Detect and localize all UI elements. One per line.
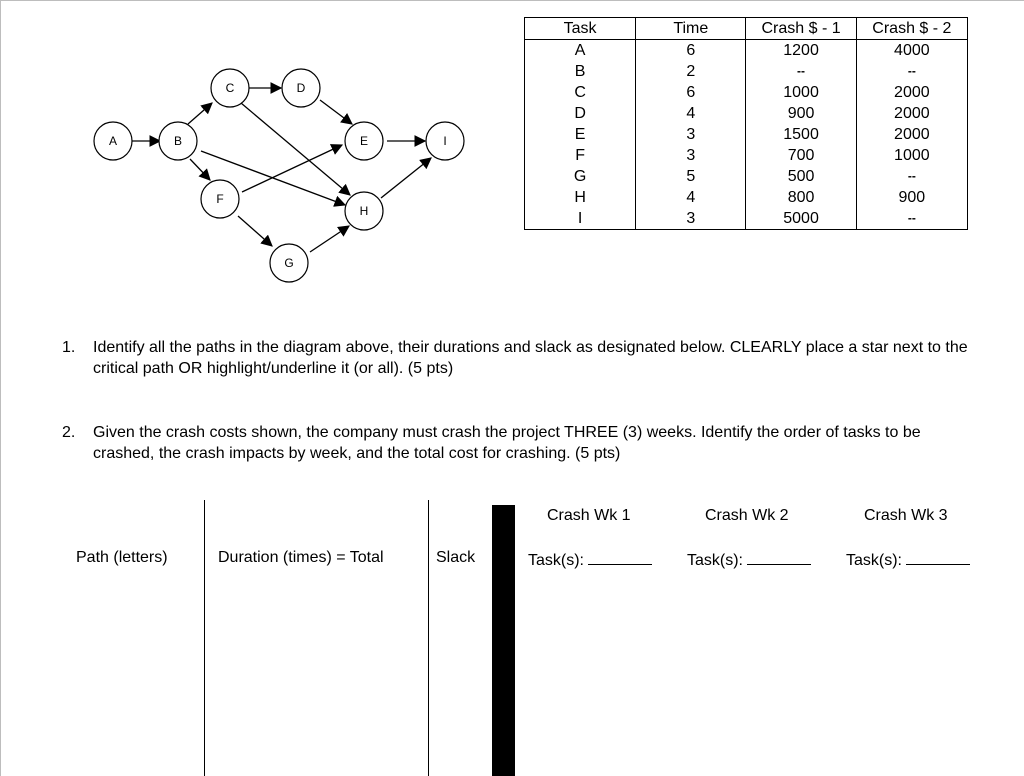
column-divider-2 [428, 500, 429, 776]
crash-week-2-tasks [687, 550, 811, 570]
task-blank-3[interactable] [906, 550, 970, 565]
node-e [345, 122, 383, 160]
table-cell: C [525, 82, 636, 103]
table-cell: A [525, 40, 636, 62]
table-cell: 500 [746, 166, 856, 187]
table-row [525, 145, 968, 166]
table-cell: 700 [746, 145, 856, 166]
table-cell: 6 [636, 40, 746, 62]
table-cell: G [525, 166, 636, 187]
task-label-3: Task(s): [846, 552, 902, 569]
table-cell: B [525, 61, 636, 82]
node-label: H [359, 204, 369, 218]
node-label: D [296, 81, 306, 95]
table-cell: E [525, 124, 636, 145]
node-b [159, 122, 197, 160]
table-row [525, 103, 968, 124]
task-blank-2[interactable] [747, 550, 811, 565]
table-cell: 2000 [856, 124, 967, 145]
table-row [525, 40, 968, 62]
column-duration-header: Duration (times) = Total [218, 549, 384, 566]
header-time: Time [636, 18, 746, 40]
node-label: C [225, 81, 235, 95]
column-slack-header: Slack [436, 549, 476, 566]
table-row [525, 208, 968, 230]
table-cell: 2000 [856, 103, 967, 124]
table-cell: 1500 [746, 124, 856, 145]
table-cell: 1200 [746, 40, 856, 62]
table-header-row [525, 18, 968, 40]
table-cell: 6 [636, 82, 746, 103]
table-cell: D [525, 103, 636, 124]
table-row [525, 166, 968, 187]
edge-d-e [320, 100, 352, 124]
table-row [525, 82, 968, 103]
edge-h-i [381, 158, 431, 198]
header-task: Task [525, 18, 636, 40]
node-label: F [216, 192, 224, 206]
edge-g-h [310, 226, 349, 252]
node-f [201, 180, 239, 218]
header-crash-2: Crash $ - 2 [856, 18, 967, 40]
edge-f-g [238, 216, 272, 246]
table-cell: -- [856, 208, 967, 230]
table-cell: 2 [636, 61, 746, 82]
task-blank-1[interactable] [588, 550, 652, 565]
table-cell: 1000 [746, 82, 856, 103]
node-c [211, 69, 249, 107]
node-d [282, 69, 320, 107]
table-cell: -- [746, 61, 856, 82]
table-cell: 900 [856, 187, 967, 208]
node-label: G [284, 256, 294, 270]
column-divider-1 [204, 500, 205, 776]
task-label-2: Task(s): [687, 552, 743, 569]
table-cell: 3 [636, 208, 746, 230]
node-label: B [173, 134, 183, 148]
table-cell: 3 [636, 145, 746, 166]
table-cell: 800 [746, 187, 856, 208]
table-row [525, 124, 968, 145]
table-cell: 4000 [856, 40, 967, 62]
node-h [345, 192, 383, 230]
question-2-number: 2. [62, 424, 76, 441]
node-a [94, 122, 132, 160]
table-row [525, 187, 968, 208]
crash-week-1-tasks [528, 550, 652, 570]
table-cell: 2000 [856, 82, 967, 103]
header-crash-1: Crash $ - 1 [746, 18, 856, 40]
node-label: A [108, 134, 118, 148]
table-cell: -- [856, 61, 967, 82]
table-cell: F [525, 145, 636, 166]
black-divider-bar [492, 505, 515, 776]
node-label: E [359, 134, 369, 148]
table-row [525, 61, 968, 82]
question-1-number: 1. [62, 339, 76, 356]
table-cell: 4 [636, 103, 746, 124]
table-cell: -- [856, 166, 967, 187]
edge-b-c [188, 103, 212, 124]
table-cell: 5000 [746, 208, 856, 230]
table-cell: I [525, 208, 636, 230]
node-label: I [443, 134, 447, 148]
table-cell: 3 [636, 124, 746, 145]
table-cell: 900 [746, 103, 856, 124]
crash-week-1-label: Crash Wk 1 [547, 507, 631, 524]
question-1-text: Identify all the paths in the diagram above, their durations and slack as designated below. CLEARLY place a star next to the critical path OR highlight/underline it (or all). (5 pts) [93, 339, 968, 377]
network-diagram [0, 0, 520, 300]
table-cell: 4 [636, 187, 746, 208]
node-i [426, 122, 464, 160]
question-2-text: Given the crash costs shown, the company must crash the project THREE (3) weeks. Identify the order of tasks to be crashed, the crash impacts by week, and the total cost for crashing. (5 pts) [93, 424, 921, 462]
edge-b-f [190, 159, 210, 180]
crash-week-2-label: Crash Wk 2 [705, 507, 789, 524]
task-label-1: Task(s): [528, 552, 584, 569]
table-cell: 5 [636, 166, 746, 187]
node-g [270, 244, 308, 282]
crash-week-3-label: Crash Wk 3 [864, 507, 948, 524]
task-table [524, 17, 968, 230]
table-cell: 1000 [856, 145, 967, 166]
table-cell: H [525, 187, 636, 208]
crash-week-3-tasks [846, 550, 970, 570]
column-path-header: Path (letters) [76, 549, 168, 566]
